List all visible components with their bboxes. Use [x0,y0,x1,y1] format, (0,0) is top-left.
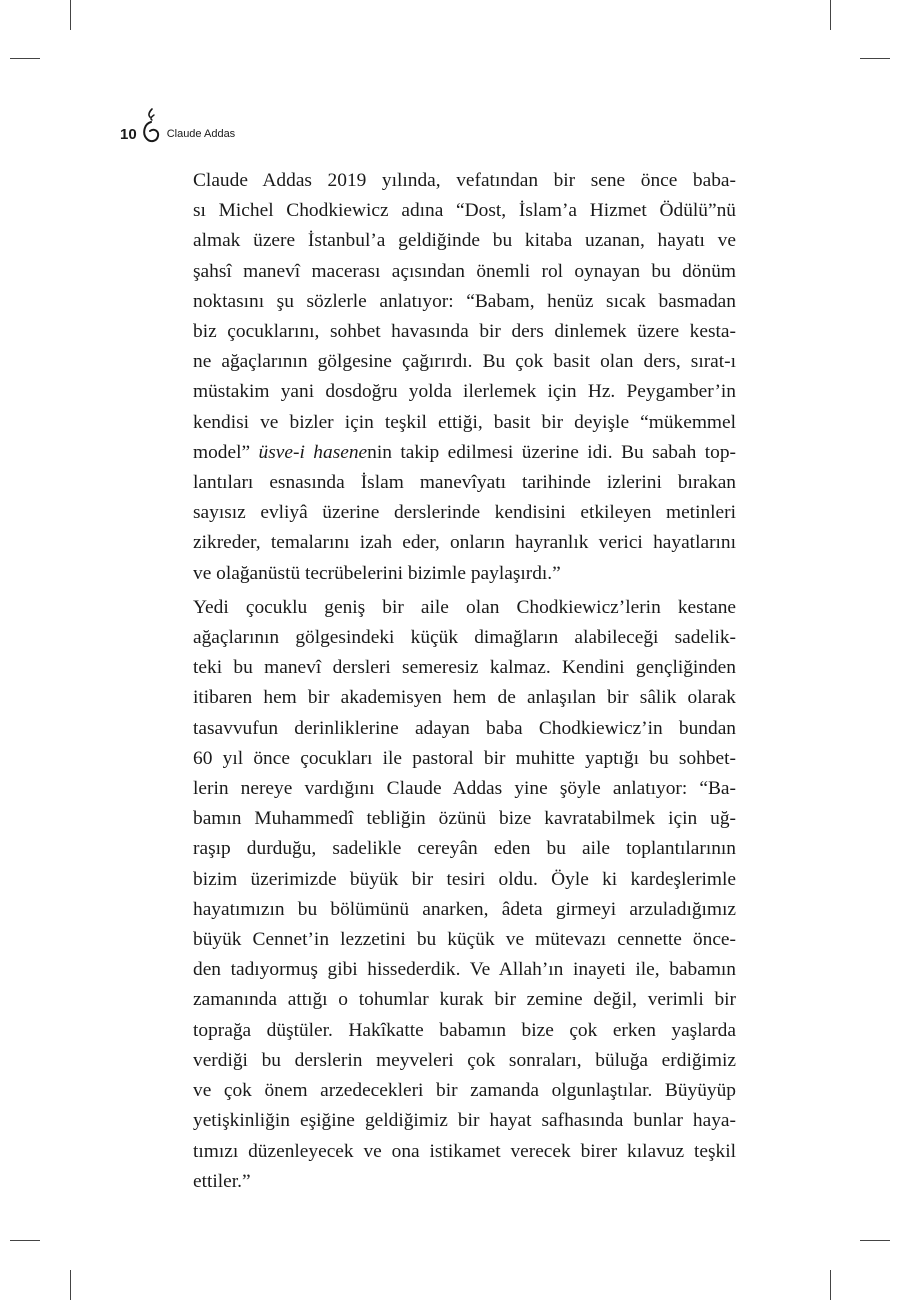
text-line: bizim üzerimizde büyük bir tesiri oldu. Öyle ki kardeşlerimle [193,868,736,890]
paragraph-2 [167,593,736,1197]
text-fragment: nin takip edilmesi üzerine idi. Bu sabah top- [367,441,737,463]
text-line: Claude Addas 2019 yılında, vefatından bir sene önce baba- [193,170,736,191]
text-line: tasavvufun derinliklerine adayan baba Chodkiewicz’in bundan [193,717,736,739]
text-line: ve çok önem arzedecekleri bir zamanda olgunlaştılar. Büyüyüp [193,1080,736,1102]
body-text [167,166,736,1197]
text-line: zamanında attığı o tohumlar kurak bir zemine değil, verimli bir [193,989,736,1011]
text-line: ne ağaçlarının gölgesine çağırırdı. Bu çok basit olan ders, sırat-ı [193,351,736,373]
text-line: toprağa düştüler. Hakîkatte babamın bize çok erken yaşlarda [193,1019,736,1041]
text-line: lantıları esnasında İslam manevîyatı tarihinde izlerini bırakan [193,472,736,494]
crop-mark-bottom-right [830,1270,831,1300]
crop-mark-bottom-left [70,1270,71,1300]
text-line: lerin nereye vardığını Claude Addas yine şöyle anlatıyor: “Ba- [193,778,736,800]
text-line: ağaçlarının gölgesindeki küçük dimağların alabileceği sadelik- [193,627,736,649]
crop-mark-right-bottom [860,1240,890,1241]
crop-mark-right-top [860,58,890,59]
text-line: raşıp durduğu, sadelikle cereyân eden bu aile toplantılarının [193,838,736,860]
calligraphic-ornament-icon [141,106,161,146]
text-line: sı Michel Chodkiewicz adına “Dost, İslam’a Hizmet Ödülü”nü [193,200,736,222]
text-line: büyük Cennet’in lezzetini bu küçük ve mütevazı cennette önce- [193,929,736,951]
text-line-with-italic [167,438,736,468]
text-line: sayısız evliyâ üzerine derslerinde kendisini etkileyen metinleri [193,502,736,524]
text-line: den tadıyormuş gibi hissederdik. Ve Allah’ın inayeti ile, babamın [193,959,736,981]
crop-mark-left-top [10,58,40,59]
text-line: verdiği bu derslerin meyveleri çok sonraları, büluğa erdiğimiz [193,1049,736,1071]
text-line: biz çocuklarını, sohbet havasında bir ders dinlemek üzere kesta- [193,321,736,343]
paragraph-1 [167,166,736,589]
crop-mark-left-bottom [10,1240,40,1241]
running-head-author: Claude Addas [166,128,236,140]
text-line: bamın Muhammedî tebliğin özünü bize kavratabilmek için uğ- [193,808,736,830]
text-line: müstakim yani dosdoğru yolda ilerlemek için Hz. Peygamber’in [193,381,736,403]
text-fragment: model” [193,441,259,463]
text-line: Yedi çocuklu geniş bir aile olan Chodkiewicz’lerin kestane [193,596,736,618]
text-line: ettiler.” [193,1170,251,1192]
text-line: noktasını şu sözlerle anlatıyor: “Babam, henüz sıcak basmadan [193,290,736,312]
text-line: yetişkinliğin eşiğine geldiğimiz bir hayat safhasında bunlar haya- [193,1110,736,1132]
italic-term: üsve-i hasene [258,441,368,463]
page-number: 10 [120,126,137,143]
text-line: 60 yıl önce çocukları ile pastoral bir muhitte yaptığı bu sohbet- [193,747,736,769]
text-line: zikreder, temalarını izah eder, onların hayranlık verici hayatlarını [193,532,736,554]
crop-mark-top-right [830,0,831,30]
running-head [120,106,235,146]
text-line: hayatımızın bu bölümünü anarken, âdeta girmeyi arzuladığımız [193,898,736,920]
text-line: kendisi ve bizler için teşkil ettiği, basit bir deyişle “mükemmel [193,411,736,433]
text-line: şahsî manevî macerası açısından önemli rol oynayan bu dönüm [193,260,736,282]
text-line: tımızı düzenleyecek ve ona istikamet verecek birer kılavuz teşkil [193,1140,736,1162]
text-line: itibaren hem bir akademisyen hem de anlaşılan bir sâlik olarak [193,687,736,709]
text-line: ve olağanüstü tecrübelerini bizimle paylaşırdı.” [193,562,561,584]
text-line: teki bu manevî dersleri semeresiz kalmaz. Kendini gençliğinden [193,657,736,679]
text-line: almak üzere İstanbul’a geldiğinde bu kitaba uzanan, hayatı ve [193,230,736,252]
crop-mark-top-left [70,0,71,30]
